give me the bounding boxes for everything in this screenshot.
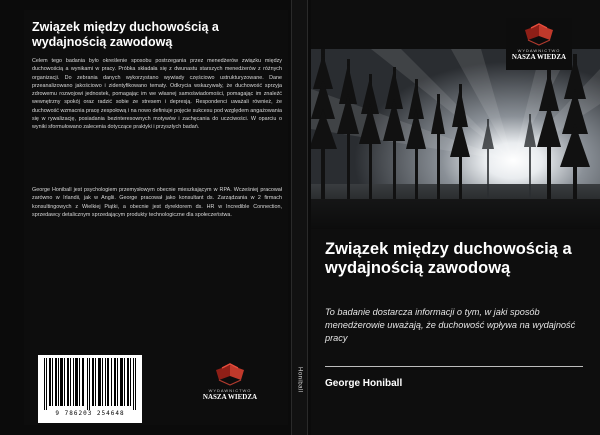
- isbn-barcode: [38, 355, 142, 423]
- book-logo-icon: [522, 20, 556, 48]
- barcode-icon: [42, 358, 138, 410]
- forest-photo: [311, 49, 600, 229]
- front-cover-title: Związek między duchowością a wydajnością zawodową: [325, 240, 572, 277]
- publisher-logo-back: [200, 360, 260, 420]
- front-cover-author: George Honiball: [325, 378, 403, 389]
- logo-big-text: NASZA WIEDZA: [511, 53, 567, 61]
- back-cover-title: Związek między duchowością a wydajnością zawodową: [32, 20, 219, 49]
- book-logo-icon: [213, 360, 247, 388]
- author-bio: George Honiball jest psychologiem przemysłowym obecnie mieszkającym w RPA. Wcześniej pracował zarówno w Irlandii, jak w Anglii. George pracował jako konsultant ds. Zarządzania w 2 firmach konsultingowych z Wielkiej Piątki, a obecnie jest dyrektorem ds. HR w Incredible Connection, sprzedawcy detalicznym sprzedającym produkty technologiczne dla społeczeństwa.: [32, 187, 282, 218]
- logo-small-text: WYDAWNICTWO: [208, 388, 252, 393]
- divider: [325, 366, 583, 367]
- publisher-logo-front: [506, 18, 572, 70]
- front-cover-subtitle: To badanie dostarcza informacji o tym, w jaki sposób menedżerowie uważają, że duchowość wpływa na wydajność pracy: [325, 307, 576, 343]
- front-cover: [311, 0, 600, 435]
- back-cover-description: Celem tego badania było określenie sposobu postrzegania przez menedżerów związku między duchowością a wynikami w pracy. Próbka składała się z dwunastu starszych menedżerów z różnych organizacji. Do zebrania danych wykorzystano wywiady częściowo ustrukturyzowane. Dane przeanalizowano jakościowo i zidentyfikowano tematy. Odkrycia wskazywały, że duchowość sprzyja zdrowemu rozwojowi jednostek, pomagając im we własnej samoświadomości, pomagając im znaleźć wewnętrzny spokój oraz radzić sobie ze stresem i depresją. Respondenci uważali również, że duchowość wzmacnia pracę zespołową i na nowo definiuje pojęcie sukcesu pod względem angażowania się w rywalizację, posiadania bezinteresownych motywów i zachęcania do uczciwości. W oparciu o wyniki sformułowano zalecenia dotyczące praktyki i przyszłych badań.: [32, 58, 282, 131]
- spine-author: Honiball: [296, 367, 303, 393]
- spine-text: [290, 12, 309, 432]
- logo-big-text: NASZA WIEDZA: [202, 393, 258, 401]
- barcode-number: 9 786203 254648: [55, 410, 125, 417]
- logo-small-text: WYDAWNICTWO: [517, 48, 561, 53]
- back-cover: [24, 10, 288, 425]
